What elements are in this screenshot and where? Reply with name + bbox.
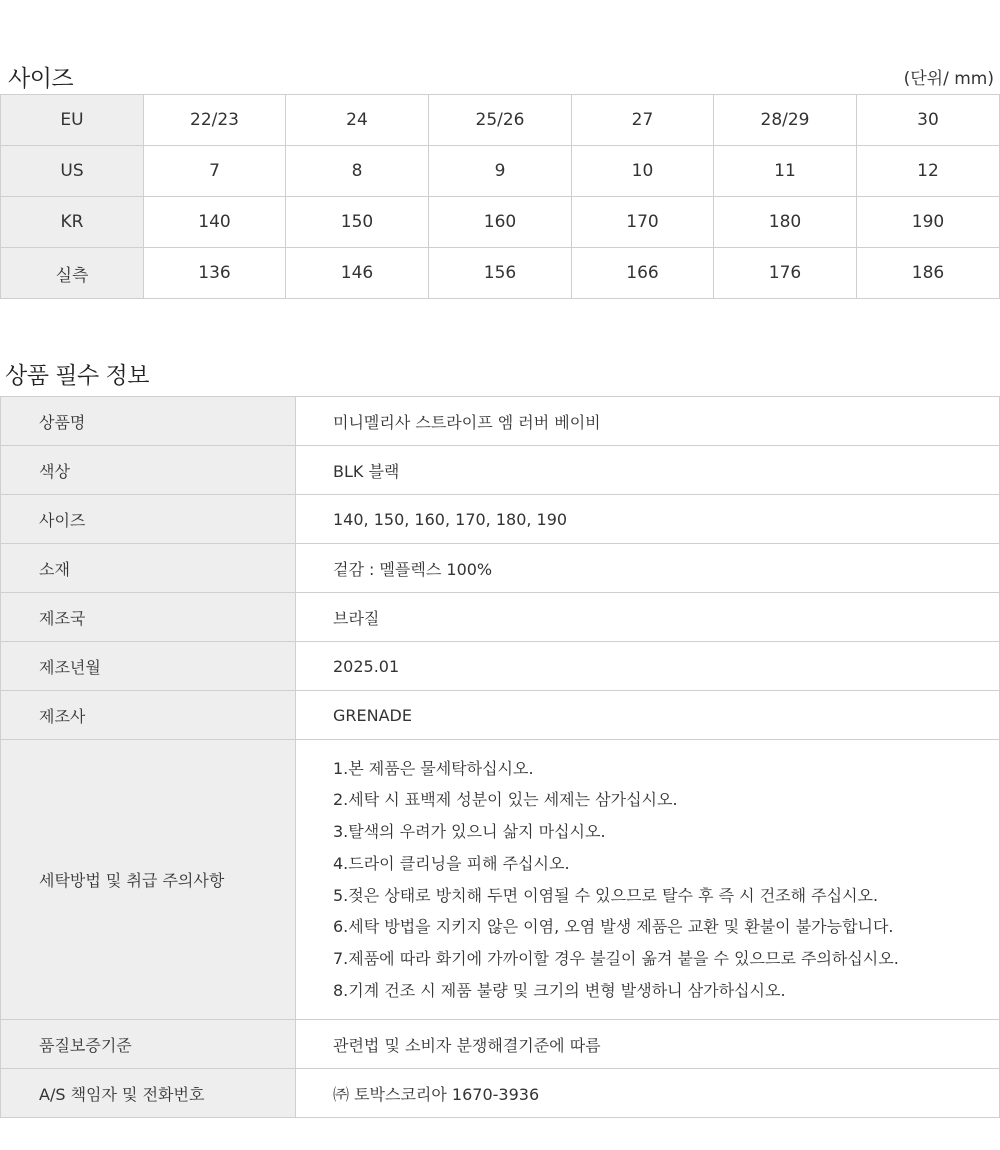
care-line: 2.세탁 시 표백제 성분이 있는 세제는 삼가십시오.: [333, 790, 678, 810]
info-label: 제조국: [1, 593, 296, 642]
size-cell: 170: [572, 197, 714, 248]
info-label: 세탁방법 및 취급 주의사항: [1, 740, 296, 1020]
info-value: 140, 150, 160, 170, 180, 190: [296, 495, 1000, 544]
size-row-us: [1, 146, 1000, 197]
info-row-country: [1, 593, 1000, 642]
size-cell: 8: [286, 146, 429, 197]
info-row-as-contact: [1, 1069, 1000, 1118]
care-line: 5.젖은 상태로 방치해 두면 이염될 수 있으므로 탈수 후 즉 시 건조해 주십시오.: [333, 885, 879, 905]
size-cell: 166: [572, 248, 714, 299]
info-value: 겉감 : 멜플렉스 100%: [296, 544, 1000, 593]
info-value: 브라질: [296, 593, 1000, 642]
size-cell: 7: [144, 146, 286, 197]
size-cell: 11: [714, 146, 857, 197]
info-row-manufacturer: [1, 691, 1000, 740]
size-cell: 186: [857, 248, 1000, 299]
info-row-manufacture-date: [1, 642, 1000, 691]
info-row-color: [1, 446, 1000, 495]
care-line: 1.본 제품은 물세탁하십시오.: [333, 758, 534, 778]
size-unit-note: (단위/ mm): [903, 69, 994, 89]
size-cell: 140: [144, 197, 286, 248]
size-cell: 27: [572, 95, 714, 146]
info-row-product-name: [1, 397, 1000, 446]
info-value: 관련법 및 소비자 분쟁해결기준에 따름: [296, 1020, 1000, 1069]
size-cell: 190: [857, 197, 1000, 248]
size-row-label: US: [1, 146, 144, 197]
care-line: 7.제품에 따라 화기에 가까이할 경우 불길이 옮겨 붙을 수 있으므로 주의하십시오.: [333, 948, 899, 968]
size-cell: 136: [144, 248, 286, 299]
size-cell: 12: [857, 146, 1000, 197]
size-cell: 160: [429, 197, 572, 248]
info-section-title: 상품 필수 정보: [5, 363, 149, 389]
info-row-material: [1, 544, 1000, 593]
size-row-kr: [1, 197, 1000, 248]
size-cell: 176: [714, 248, 857, 299]
info-value: GRENADE: [296, 691, 1000, 740]
size-cell: 28/29: [714, 95, 857, 146]
size-cell: 10: [572, 146, 714, 197]
size-row-label: KR: [1, 197, 144, 248]
care-instructions: [296, 740, 1000, 1020]
size-cell: 146: [286, 248, 429, 299]
care-line: 8.기계 건조 시 제품 불량 및 크기의 변형 발생하니 삼가하십시오.: [333, 980, 786, 1000]
info-label: 색상: [1, 446, 296, 495]
size-section-title: 사이즈: [8, 66, 74, 92]
product-info-table: [0, 396, 1000, 1118]
size-cell: 25/26: [429, 95, 572, 146]
info-value: BLK 블랙: [296, 446, 1000, 495]
size-cell: 180: [714, 197, 857, 248]
care-line: 6.세탁 방법을 지키지 않은 이염, 오염 발생 제품은 교환 및 환불이 불가능합니다.: [333, 917, 894, 937]
info-label: 사이즈: [1, 495, 296, 544]
size-cell: 9: [429, 146, 572, 197]
info-row-care: [1, 740, 1000, 1020]
size-cell: 150: [286, 197, 429, 248]
size-table: [0, 94, 1000, 299]
size-cell: 24: [286, 95, 429, 146]
info-row-quality-standard: [1, 1020, 1000, 1069]
info-label: 상품명: [1, 397, 296, 446]
size-row-label: 실측: [1, 248, 144, 299]
size-cell: 30: [857, 95, 1000, 146]
info-label: 제조사: [1, 691, 296, 740]
info-row-size: [1, 495, 1000, 544]
size-cell: 156: [429, 248, 572, 299]
info-value: 2025.01: [296, 642, 1000, 691]
size-row-measured: [1, 248, 1000, 299]
info-value: 미니멜리사 스트라이프 엠 러버 베이비: [296, 397, 1000, 446]
care-line: 4.드라이 클리닝을 피해 주십시오.: [333, 853, 570, 873]
size-row-label: EU: [1, 95, 144, 146]
info-label: 품질보증기준: [1, 1020, 296, 1069]
info-label: A/S 책임자 및 전화번호: [1, 1069, 296, 1118]
info-label: 제조년월: [1, 642, 296, 691]
size-row-eu: [1, 95, 1000, 146]
info-value: ㈜ 토박스코리아 1670-3936: [296, 1069, 1000, 1118]
size-cell: 22/23: [144, 95, 286, 146]
info-label: 소재: [1, 544, 296, 593]
care-line: 3.탈색의 우려가 있으니 삶지 마십시오.: [333, 822, 606, 842]
